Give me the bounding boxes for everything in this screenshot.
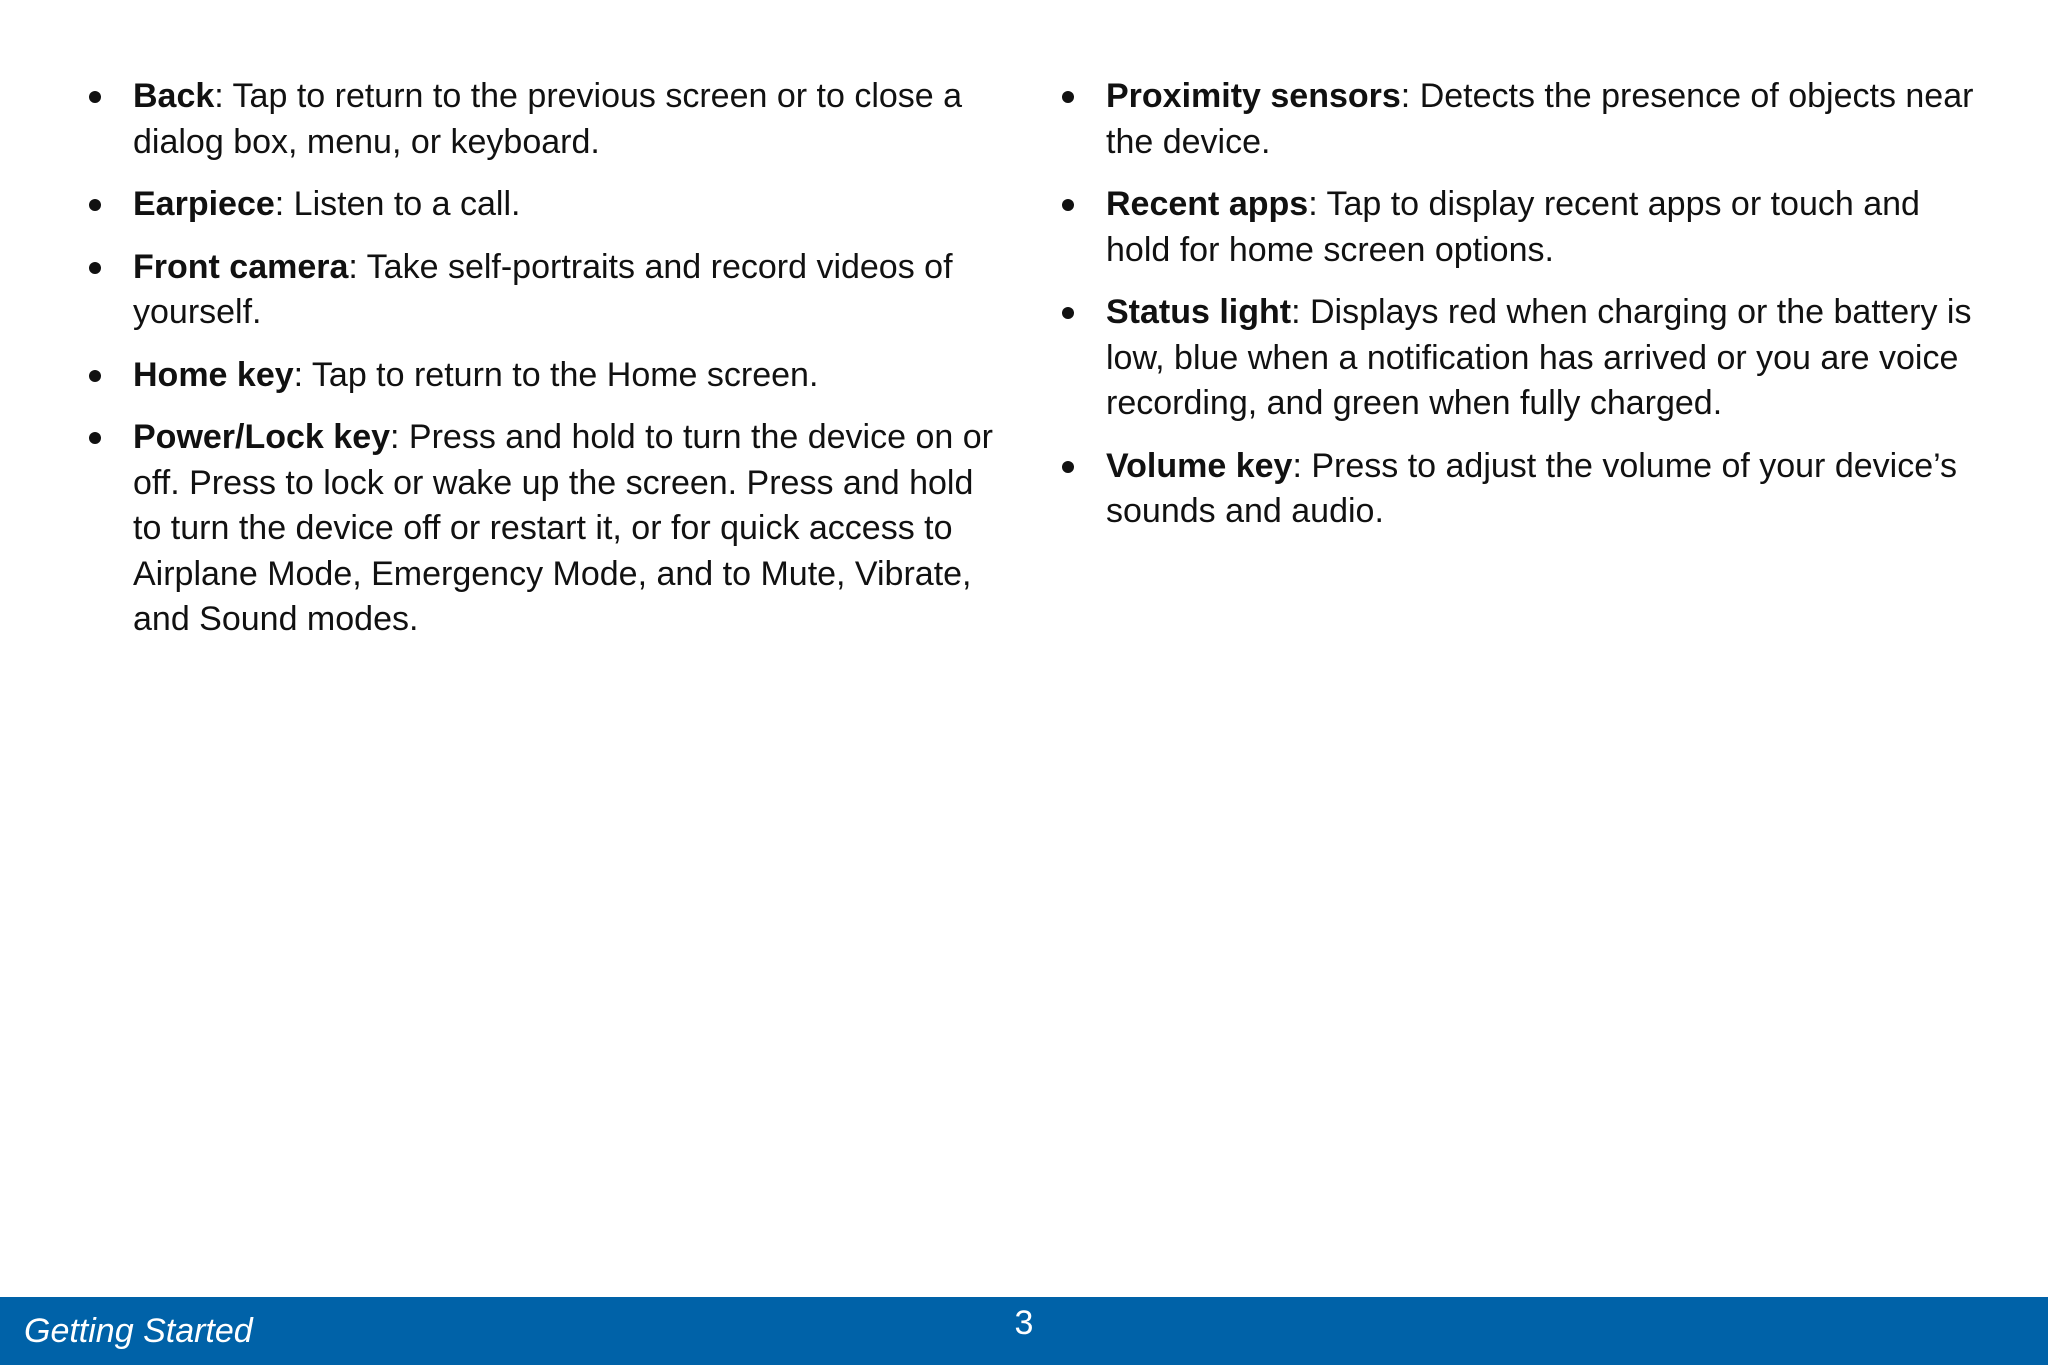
item-description: : Detects the presence of objects near the device. [1106,77,1974,161]
item-description: : Tap to display recent apps or touch and hold for home screen options. [1106,185,1920,269]
item-description: : Tap to return to the previous screen or to close a dialog box, menu, or keyboard. [133,77,963,161]
bullet-icon [89,370,101,382]
list-item [1055,182,1985,273]
bullet-icon [1062,91,1074,103]
list-item [82,415,1002,643]
bullet-list-left [82,74,1002,643]
bullet-icon [89,199,101,211]
item-term: Power/Lock key [133,418,391,456]
left-column [82,74,1002,660]
item-term: Front camera [133,247,349,286]
list-item [82,245,1002,336]
item-description: : Take self-portraits and record videos of yourself. [133,247,953,331]
list-item [1055,290,1985,427]
item-term: Recent apps [1106,185,1309,223]
bullet-icon [1062,461,1074,473]
item-term: Back [133,77,215,115]
item-term: Home key [133,355,294,394]
item-description: : Press to adjust the volume of your device’s sounds and audio. [1106,446,1958,530]
footer-section-title: Getting Started [24,1312,253,1350]
item-term: Volume key [1106,446,1293,485]
item-description: : Listen to a call. [274,185,521,223]
item-description: : Displays red when charging or the battery is low, blue when a notification has arrived or you are voice recording, and green when fully charged. [1106,293,1972,422]
footer-bar [0,1297,2048,1365]
list-item [82,353,1002,399]
bullet-icon [89,432,101,444]
item-term: Proximity sensors [1106,77,1401,115]
bullet-icon [89,91,101,103]
list-item [1055,74,1985,165]
right-column [1055,74,1985,552]
bullet-icon [1062,199,1074,211]
item-description: : Tap to return to the Home screen. [293,355,819,394]
item-term: Status light [1106,293,1292,331]
list-item [82,74,1002,165]
list-item [1055,444,1985,535]
bullet-icon [89,262,101,274]
list-item [82,182,1002,228]
item-term: Earpiece [133,185,275,223]
bullet-list-right [1055,74,1985,535]
item-description: : Press and hold to turn the device on or off. Press to lock or wake up the screen. Press and hold to turn the device off or restart it, or for quick access to Airplane Mode, Emergency Mode, and to Mute, Vibrate, and Sound modes. [133,418,993,638]
page-number: 3 [1014,1304,1034,1342]
bullet-icon [1062,307,1074,319]
